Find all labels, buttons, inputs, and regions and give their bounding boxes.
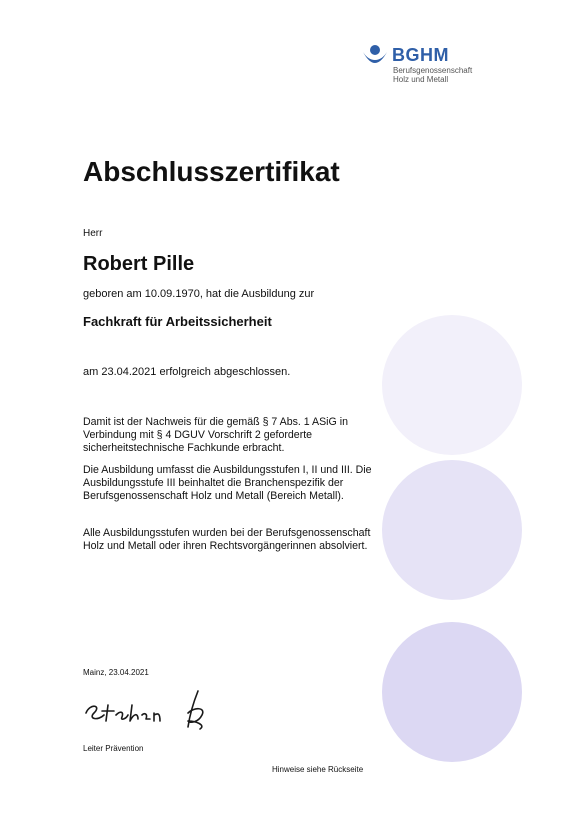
paragraph-proof: Damit ist der Nachweis für die gemäß § 7 Abs. 1 ASiG in Verbindung mit § 4 DGUV Vorschrift 2 geforderte sicherheitstechnische Fachkunde erbracht. [83, 416, 348, 454]
decorative-circle-middle [382, 460, 522, 600]
signer-role: Leiter Prävention [83, 744, 144, 753]
decorative-circle-bottom [382, 622, 522, 762]
salutation: Herr [83, 228, 103, 239]
decorative-circle-top [382, 315, 522, 455]
paragraph-training-stages: Die Ausbildung umfasst die Ausbildungsstufen I, II und III. Die Ausbildungsstufe III beinhaltet die Branchenspezifik der Berufsgenossenschaft Holz und Metall (Bereich Metall). [83, 464, 372, 502]
logo-subline-1: Berufsgenossenschaft [393, 66, 473, 75]
bghm-logo-icon [362, 44, 388, 70]
completion-text: am 23.04.2021 erfolgreich abgeschlossen. [83, 366, 291, 378]
bghm-logo [362, 44, 492, 86]
place-date: Mainz, 23.04.2021 [83, 668, 149, 677]
signature [80, 683, 220, 731]
logo-name: BGHM [392, 45, 449, 65]
back-note: Hinweise siehe Rückseite [272, 765, 364, 774]
paragraph-completion-location: Alle Ausbildungsstufen wurden bei der Berufsgenossenschaft Holz und Metall oder ihren Rechtsvorgängerinnen absolviert. [83, 527, 371, 552]
logo-subline-2: Holz und Metall [393, 75, 449, 84]
qualification-title: Fachkraft für Arbeitssicherheit [83, 314, 272, 329]
birth-date-text: geboren am 10.09.1970, hat die Ausbildung zur [83, 288, 315, 300]
recipient-name: Robert Pille [83, 253, 195, 275]
certificate-title: Abschlusszertifikat [83, 156, 340, 187]
